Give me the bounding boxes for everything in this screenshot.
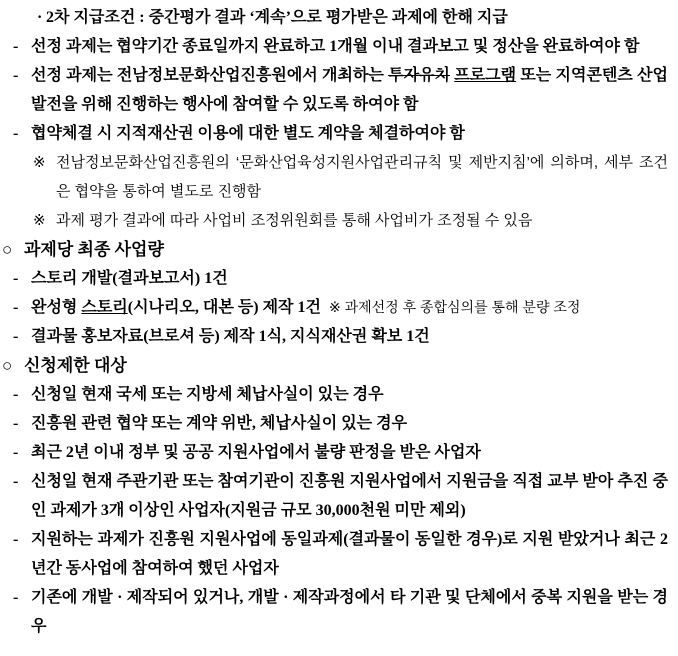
dash-bullet: - [13, 473, 19, 490]
dot-bullet: · [37, 9, 43, 26]
dash-bullet: - [13, 386, 19, 403]
list-item-text: 진흥원 관련 협약 또는 계약 위반, 체납사실이 있는 경우 [31, 415, 408, 432]
underlined-text: 프로그램 [454, 67, 517, 84]
list-item-text: 신청일 현재 주관기관 또는 참여기관이 진흥원 지원사업에서 지원금을 직접 교부 받아 추진 중인 과제가 3개 이상인 사업자(지원금 규모 30,000천원 미만 제외) [31, 473, 668, 519]
circle-bullet: ○ [2, 240, 13, 259]
dash-bullet: - [13, 328, 19, 345]
list-item-tax-arrears [0, 380, 668, 409]
list-item-text: 결과물 홍보자료(브로셔 등) 제작 1식, 지식재산권 확보 1건 [31, 328, 430, 345]
list-item-event-participation [0, 61, 668, 119]
note-item-budget-adjustment [0, 206, 668, 235]
list-item-text: 기존에 개발 · 제작되어 있거나, 개발 · 제작과정에서 타 기관 및 단체에서 중복 지원을 받는 경우 [31, 589, 668, 635]
note-item-management-rules [0, 148, 668, 206]
list-item-agency-violation [0, 409, 668, 438]
list-item-promo-materials [0, 322, 668, 351]
dash-bullet: - [13, 125, 19, 142]
dash-bullet: - [13, 299, 19, 316]
list-item-text: 최근 2년 이내 정부 및 공공 지원사업에서 불량 판정을 받은 사업자 [31, 444, 481, 461]
dash-bullet: - [13, 67, 19, 84]
dash-bullet: - [13, 444, 19, 461]
list-item-duplicate-support [0, 583, 668, 641]
list-item-completion-deadline [0, 32, 668, 61]
struck-text: 투자유치 [388, 67, 450, 84]
list-item-text: 협약체결 시 지적재산권 이용에 대한 별도 계약을 체결하여야 함 [31, 125, 465, 142]
note-text: 과제 평가 결과에 따라 사업비 조정위원회를 통해 사업비가 조정될 수 있음 [56, 212, 533, 229]
dash-bullet: - [13, 38, 19, 55]
list-item-text: 스토리 개발(결과보고서) 1건 [31, 270, 228, 287]
list-item-three-projects-limit [0, 467, 668, 525]
list-item-payment-condition-2 [0, 3, 668, 32]
list-item-text: 신청일 현재 국세 또는 지방세 체납사실이 있는 경우 [31, 386, 384, 403]
circle-bullet: ○ [2, 356, 13, 375]
list-item-story-development [0, 264, 668, 293]
dash-bullet: - [13, 531, 19, 548]
list-item-ip-contract [0, 119, 668, 148]
note-text: 전남정보문화산업진흥원의 ‘문화산업육성지원사업관리규칙 및 제반지침’에 의하며, 세부 조건은 협약을 통하여 별도로 진행함 [56, 154, 668, 200]
section-heading-application-restrictions [0, 351, 668, 380]
dash-bullet: - [13, 589, 19, 606]
section-heading-text: 과제당 최종 사업량 [24, 240, 164, 259]
list-item-text: 또는 지역콘텐츠 산업 발전을 위해 진행하는 행사에 참여할 수 있도록 하여야 함 [31, 67, 669, 113]
list-item-text: 지원하는 과제가 진흥원 지원사업에 동일과제(결과물이 동일한 경우)로 지원 받았거나 최근 2년간 동사업에 참여하여 했던 사업자 [31, 531, 668, 577]
list-item-text: 선정 과제는 협약기간 종료일까지 완료하고 1개월 이내 결과보고 및 정산을 완료하여야 함 [31, 38, 640, 55]
list-item-text: (시나리오, 대본 등) 제작 1건 [127, 299, 321, 316]
dash-bullet: - [13, 270, 19, 287]
reference-mark: ※ [33, 212, 46, 229]
section-heading-final-workload [0, 235, 668, 264]
list-item-completed-story [0, 293, 668, 322]
section-heading-text: 신청제한 대상 [24, 356, 127, 375]
list-item-duplicate-project [0, 525, 668, 583]
list-item-text: 2차 지급조건 : 중간평가 결과 ‘계속’으로 평가받은 과제에 한해 지급 [46, 9, 508, 26]
list-item-bad-rating [0, 438, 668, 467]
reference-mark: ※ [33, 154, 46, 171]
inline-note-text: ※ 과제선정 후 종합심의를 통해 분량 조정 [328, 299, 581, 315]
underlined-text: 스토리 [81, 299, 128, 316]
list-item-text: 선정 과제는 전남정보문화산업진흥원에서 개최하는 [31, 67, 389, 84]
dash-bullet: - [13, 415, 19, 432]
list-item-text: 완성형 [31, 299, 82, 316]
